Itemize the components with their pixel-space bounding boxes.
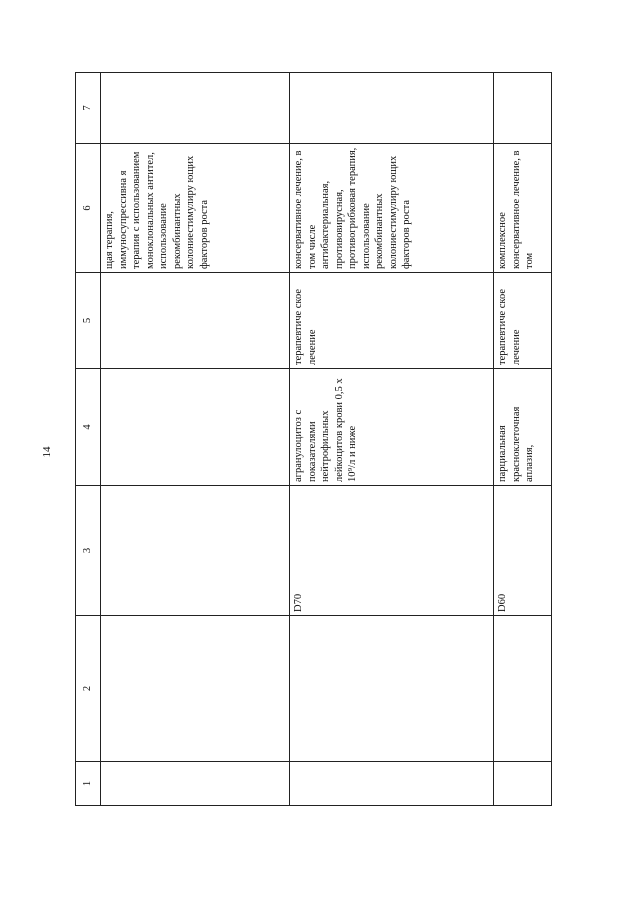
cell-col3: D70 — [290, 486, 494, 616]
header-cell-3: 3 — [76, 486, 101, 616]
table-row — [494, 73, 552, 806]
cell-col5 — [101, 273, 290, 369]
table-row — [290, 73, 494, 806]
header-cell-6: 6 — [76, 144, 101, 273]
cell-col4: агранулоцитоз с показателями нейтрофильных лейкоцитов крови 0,5 х 10⁹/л и ниже — [290, 369, 494, 486]
table-row — [101, 73, 290, 806]
cell-col7 — [494, 73, 552, 144]
header-cell-4: 4 — [76, 369, 101, 486]
cell-col1 — [101, 762, 290, 806]
cell-col5: терапевтиче ское лечение — [290, 273, 494, 369]
cell-col5: терапевтиче ское лечение — [494, 273, 552, 369]
cell-col7 — [101, 73, 290, 144]
cell-col6: щая терапия, иммуносупрессивна я терапия с использованием моноклональных антител, использование рекомбинантных колониестимулиру ющих факторов роста — [101, 144, 290, 273]
cell-col6: консервативное лечение, в том числе антибактериальная, противовирусная, противогрибковая терапия, использование рекомбинантных колониестимулиру ющих факторов роста — [290, 144, 494, 273]
header-cell-7: 7 — [76, 73, 101, 144]
header-cell-2: 2 — [76, 616, 101, 762]
cell-col2 — [101, 616, 290, 762]
cell-col4: парциальная красноклеточная аплазия, — [494, 369, 552, 486]
page-number: 14 — [41, 446, 53, 458]
cell-col6: комплексное консервативное лечение, в том — [494, 144, 552, 273]
cell-col2 — [290, 616, 494, 762]
cell-col1 — [290, 762, 494, 806]
cell-col4 — [101, 369, 290, 486]
medical-care-table — [75, 72, 552, 806]
cell-col3: D60 — [494, 486, 552, 616]
header-cell-1: 1 — [76, 762, 101, 806]
table-container — [75, 73, 550, 806]
table-header-row — [76, 73, 101, 806]
cell-col2 — [494, 616, 552, 762]
cell-col3 — [101, 486, 290, 616]
cell-col1 — [494, 762, 552, 806]
header-cell-5: 5 — [76, 273, 101, 369]
cell-col7 — [290, 73, 494, 144]
